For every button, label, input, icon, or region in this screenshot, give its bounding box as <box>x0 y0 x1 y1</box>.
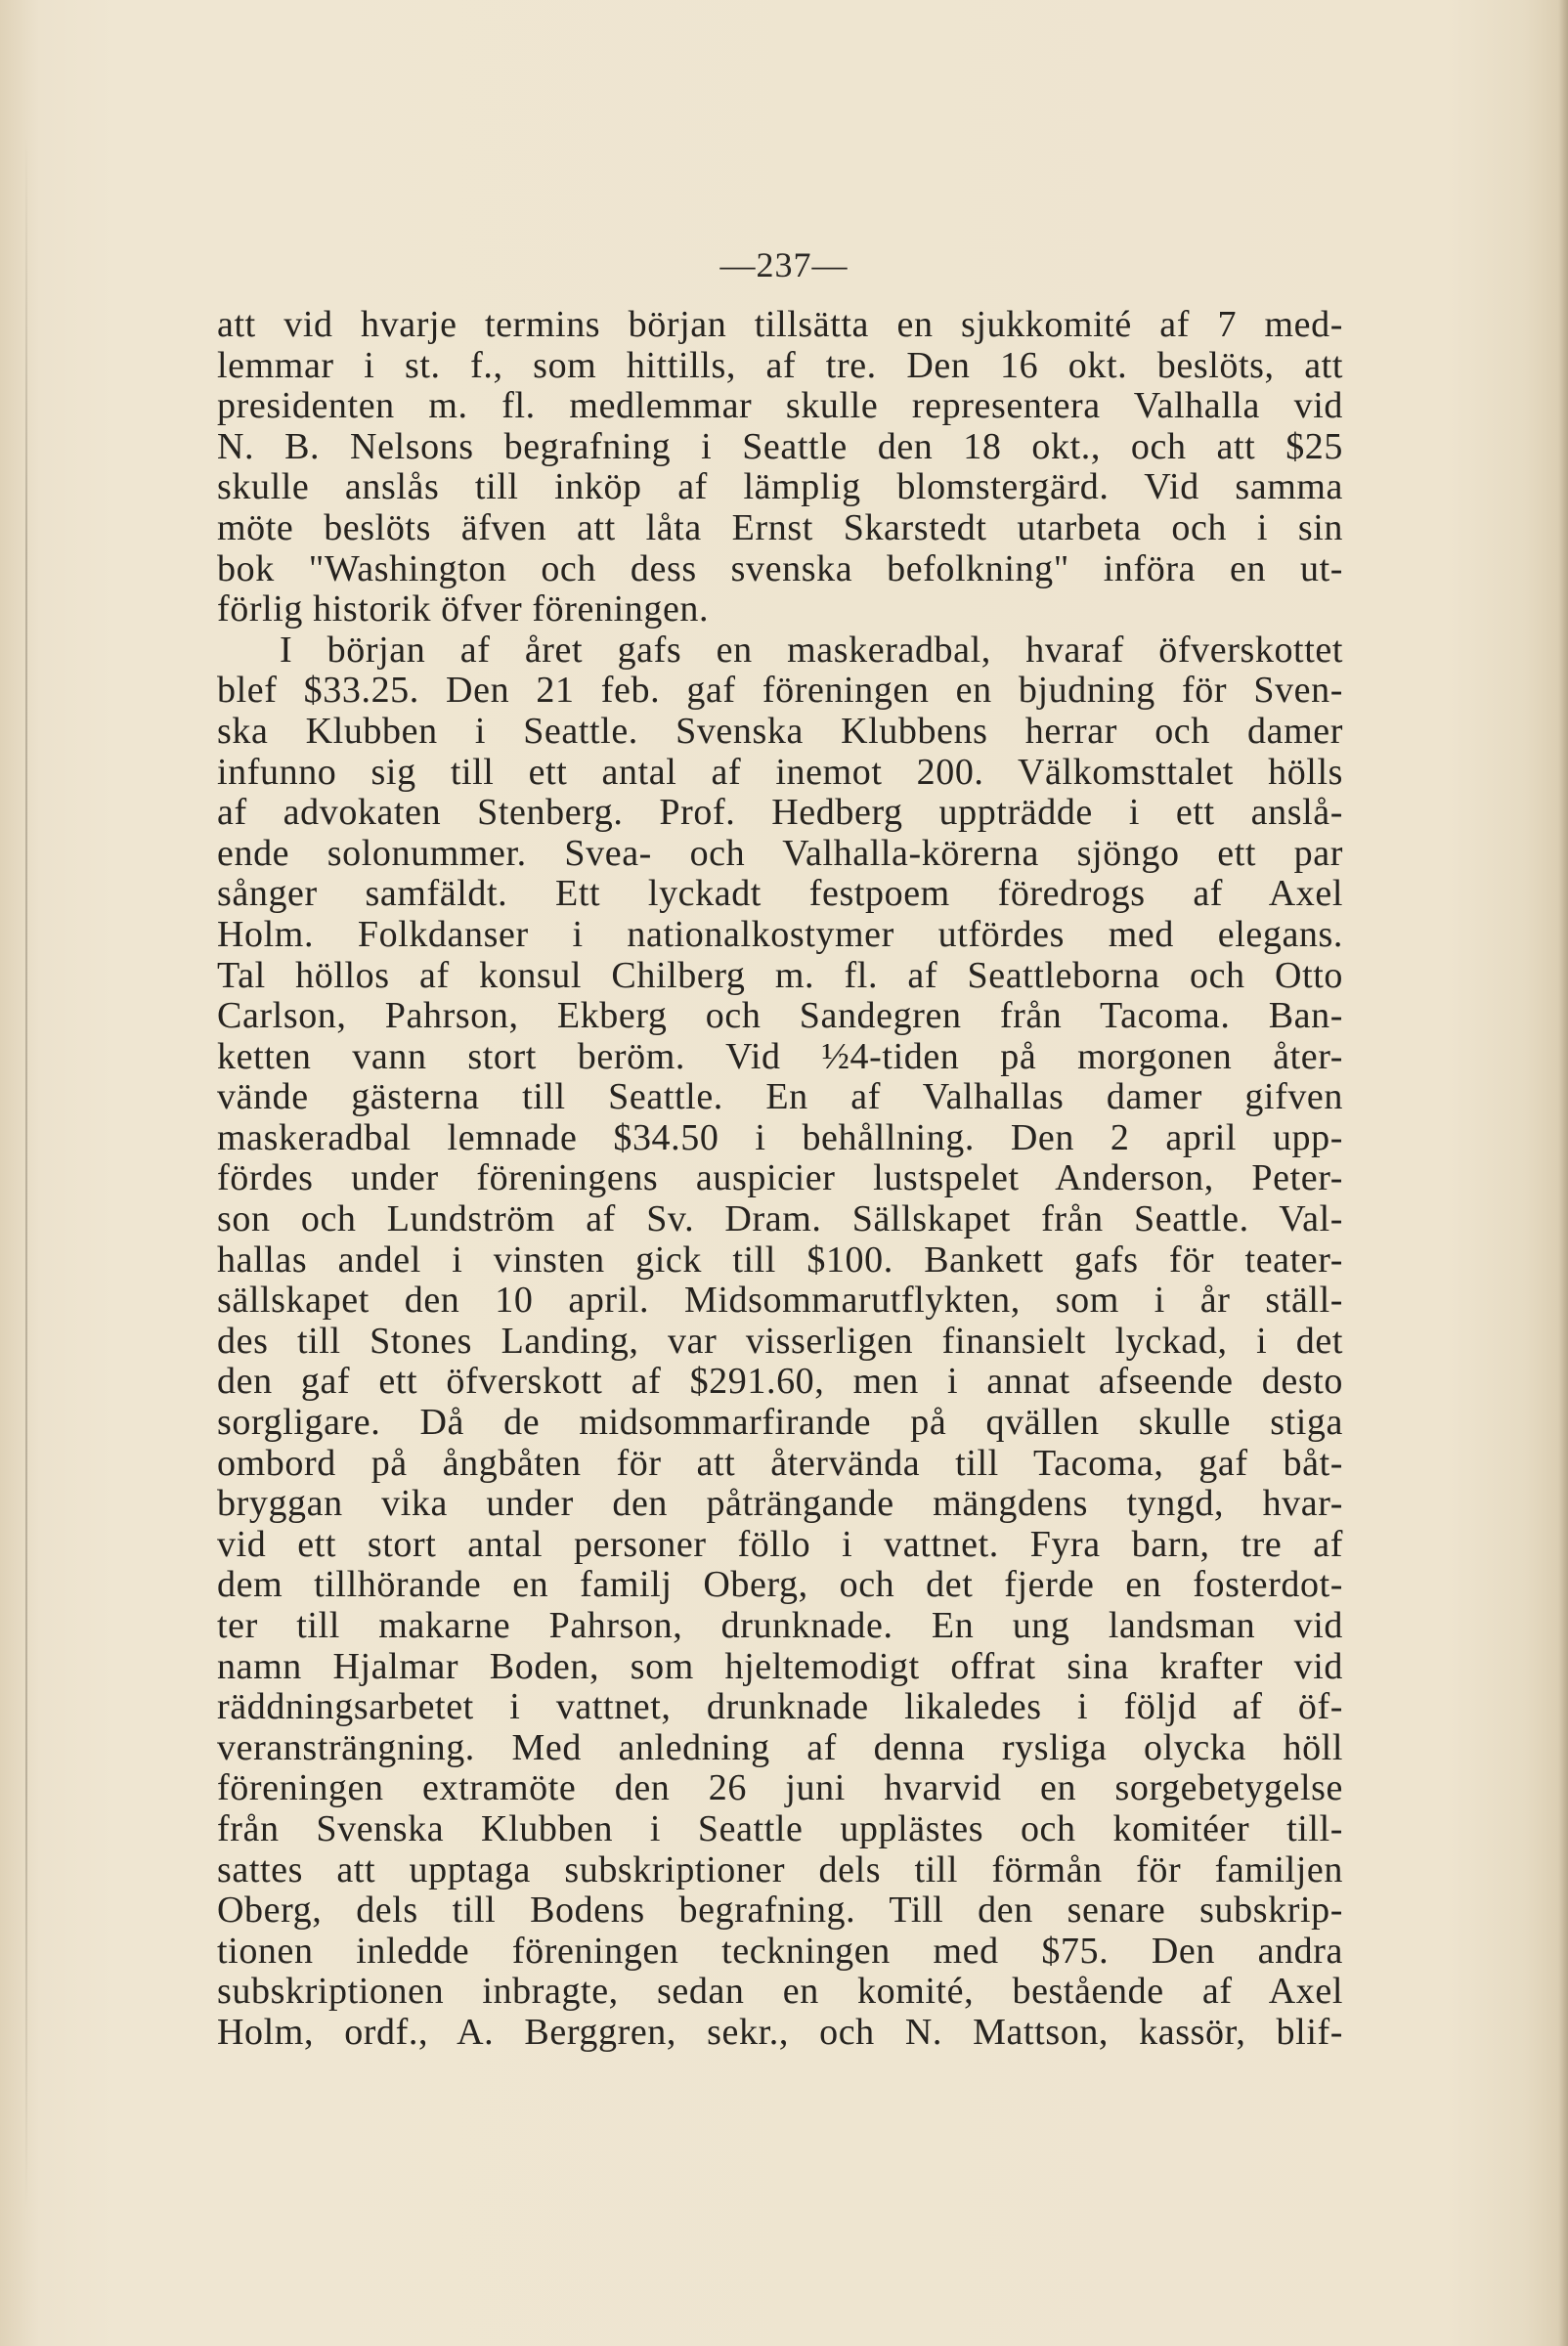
text-line: Oberg, dels till Bodens begrafning. Till den senare subskrip- <box>217 1890 1343 1932</box>
text-line: namn Hjalmar Boden, som hjeltemodigt offrat sina krafter vid <box>217 1645 1343 1687</box>
text-line: presidenten m. fl. medlemmar skulle representera Valhalla vid <box>217 385 1343 427</box>
text-line: bok "Washington och dess svenska befolkning" införa en ut- <box>217 547 1343 589</box>
text-line: I början af året gafs en maskeradbal, hvaraf öfverskottet <box>280 629 1343 671</box>
text-line: skulle anslås till inköp af lämplig blomstergärd. Vid samma <box>217 466 1343 508</box>
text-line: N. B. Nelsons begrafning i Seattle den 18 okt., och att $25 <box>217 425 1343 467</box>
text-line: ketten vann stort beröm. Vid ½4-tiden på morgonen åter- <box>217 1035 1343 1077</box>
text-line: räddningsarbetet i vattnet, drunknade likaledes i följd af öf- <box>217 1686 1343 1728</box>
text-line: blef $33.25. Den 21 feb. gaf föreningen en bjudning för Sven- <box>217 670 1343 712</box>
text-line: ska Klubben i Seattle. Svenska Klubbens herrar och damer <box>217 710 1343 752</box>
text-line: sattes att upptaga subskriptioner dels till förmån för familjen <box>217 1848 1343 1890</box>
text-line: ende solonummer. Svea- och Valhalla-körerna sjöngo ett par <box>217 832 1343 874</box>
text-line: sällskapet den 10 april. Midsommarutflykten, som i år ställ- <box>217 1280 1343 1322</box>
text-line: ter till makarne Pahrson, drunknade. En ung landsman vid <box>217 1605 1343 1646</box>
text-line: tionen inledde föreningen teckningen med $75. Den andra <box>217 1930 1343 1972</box>
page-edge-shadow <box>1558 0 1568 2346</box>
text-line: Holm. Folkdanser i nationalkostymer utfördes med elegans. <box>217 913 1343 955</box>
text-line: fördes under föreningens auspicier lustspelet Anderson, Peter- <box>217 1157 1343 1199</box>
text-line: son och Lundström af Sv. Dram. Sällskapet från Seattle. Val- <box>217 1198 1343 1240</box>
text-line: hallas andel i vinsten gick till $100. Bankett gafs för teater- <box>217 1238 1343 1281</box>
text-line: Carlson, Pahrson, Ekberg och Sandegren från Tacoma. Ban- <box>217 995 1343 1037</box>
text-line: dem tillhörande en familj Oberg, och det fjerde en fosterdot- <box>217 1564 1343 1606</box>
text-line: att vid hvarje termins början tillsätta en sjukkomité af 7 med- <box>217 304 1343 345</box>
text-line: des till Stones Landing, var visserligen finansielt lyckad, i det <box>217 1320 1343 1362</box>
text-line: den gaf ett öfverskott af $291.60, men i annat afseende desto <box>217 1361 1343 1403</box>
text-line: vid ett stort antal personer föllo i vattnet. Fyra barn, tre af <box>217 1523 1343 1565</box>
page-number: —237— <box>719 245 849 284</box>
text-line: från Svenska Klubben i Seattle upplästes och komitéer till- <box>217 1807 1343 1849</box>
text-line: af advokaten Stenberg. Prof. Hedberg uppträdde i ett anslå- <box>217 792 1343 834</box>
text-line: vände gästerna till Seattle. En af Valhallas damer gifven <box>217 1076 1343 1118</box>
text-line: sorgligare. Då de midsommarfirande på qvällen skulle stiga <box>217 1402 1343 1444</box>
text-line: ombord på ångbåten för att återvända till Tacoma, gaf båt- <box>217 1442 1343 1484</box>
body-text <box>217 305 1343 2054</box>
text-line: bryggan vika under den påträngande mängdens tyngd, hvar- <box>217 1483 1343 1525</box>
text-line: förlig historik öfver föreningen. <box>217 588 710 630</box>
text-line: Holm, ordf., A. Berggren, sekr., och N. Mattson, kassör, blif- <box>217 2011 1343 2053</box>
text-line: maskeradbal lemnade $34.50 i behållning. Den 2 april upp- <box>217 1116 1343 1158</box>
text-line: föreningen extramöte den 26 juni hvarvid en sorgebetygelse <box>217 1767 1343 1809</box>
text-line: Tal höllos af konsul Chilberg m. fl. af Seattleborna och Otto <box>217 954 1343 996</box>
gutter-shadow <box>25 137 27 2209</box>
text-line: sånger samfäldt. Ett lyckadt festpoem föredrogs af Axel <box>217 873 1343 915</box>
text-line: möte beslöts äfven att låta Ernst Skarstedt utarbeta och i sin <box>217 506 1343 548</box>
text-line: infunno sig till ett antal af inemot 200. Välkomsttalet hölls <box>217 751 1343 793</box>
text-line: veransträngning. Med anledning af denna rysliga olycka höll <box>217 1726 1343 1768</box>
text-line: subskriptionen inbragte, sedan en komité, bestående af Axel <box>217 1971 1343 2013</box>
text-line: lemmar i st. f., som hittills, af tre. Den 16 okt. beslöts, att <box>217 344 1343 386</box>
